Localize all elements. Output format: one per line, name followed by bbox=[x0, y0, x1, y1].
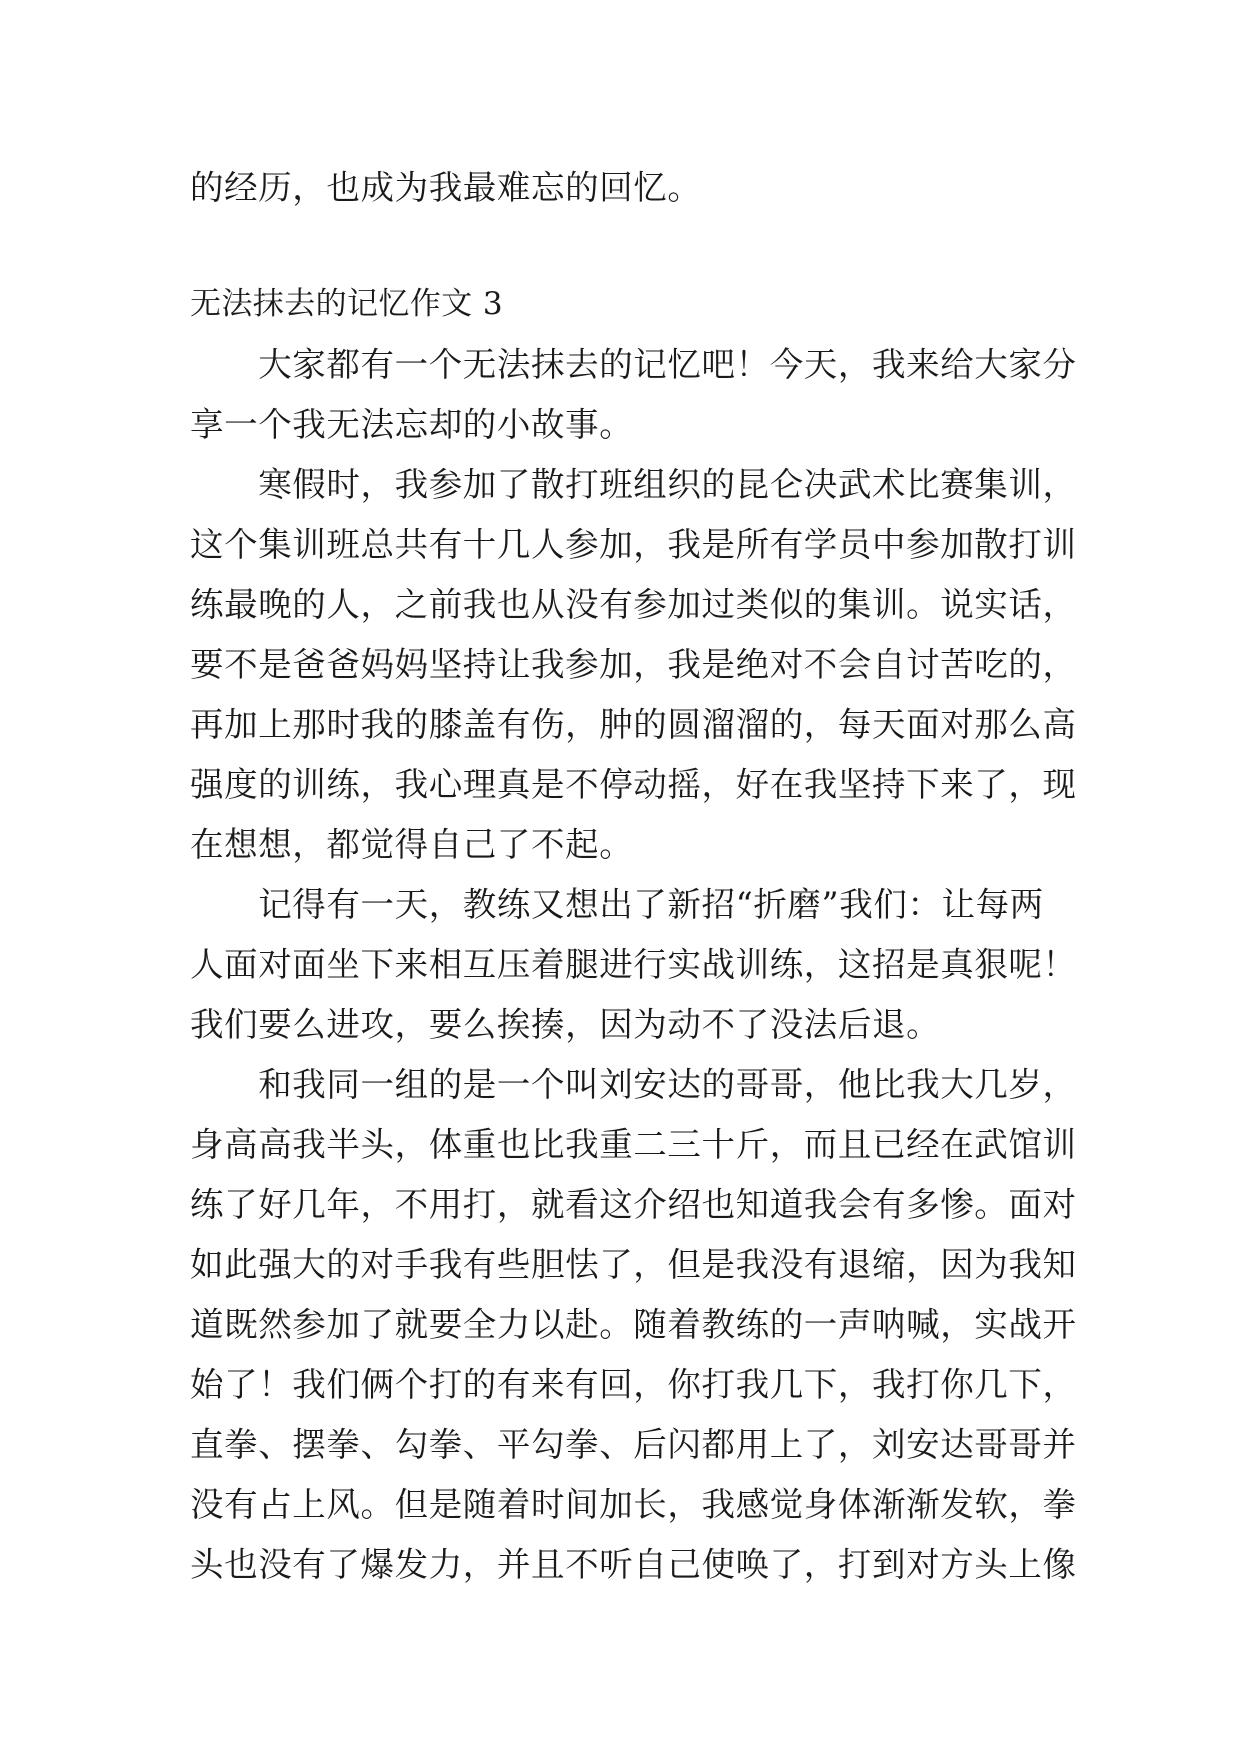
text-line: 没有占上风。但是随着时间加长，我感觉身体渐渐发软，拳 bbox=[190, 1485, 1077, 1524]
text-line: 人面对面坐下来相互压着腿进行实战训练，这招是真狠呢！ bbox=[190, 945, 1077, 984]
text-line: 大家都有一个无法抹去的记忆吧！今天，我来给大家分 bbox=[190, 345, 1077, 384]
text-line: 如此强大的对手我有些胆怯了，但是我没有退缩，因为我知 bbox=[190, 1245, 1077, 1284]
section-title: 无法抹去的记忆作文 3 bbox=[190, 286, 503, 322]
text-line: 强度的训练，我心理真是不停动摇，好在我坚持下来了，现 bbox=[190, 765, 1077, 804]
text-line: 记得有一天，教练又想出了新招“折磨”我们：让每两 bbox=[190, 885, 1044, 924]
text-line: 寒假时，我参加了散打班组织的昆仑决武术比赛集训， bbox=[190, 465, 1077, 504]
text-line: 始了！我们俩个打的有来有回，你打我几下，我打你几下， bbox=[190, 1365, 1077, 1404]
text-line: 再加上那时我的膝盖有伤，肿的圆溜溜的，每天面对那么高 bbox=[190, 705, 1077, 744]
text-line: 的经历，也成为我最难忘的回忆。 bbox=[190, 168, 702, 207]
text-line: 这个集训班总共有十几人参加，我是所有学员中参加散打训 bbox=[190, 525, 1077, 564]
text-line: 道既然参加了就要全力以赴。随着教练的一声呐喊，实战开 bbox=[190, 1305, 1077, 1344]
text-line: 在想想，都觉得自己了不起。 bbox=[190, 825, 634, 864]
text-line: 享一个我无法忘却的小故事。 bbox=[190, 405, 634, 444]
text-line: 头也没有了爆发力，并且不听自己使唤了，打到对方头上像 bbox=[190, 1545, 1077, 1584]
text-line: 我们要么进攻，要么挨揍，因为动不了没法后退。 bbox=[190, 1005, 941, 1044]
text-line: 直拳、摆拳、勾拳、平勾拳、后闪都用上了，刘安达哥哥并 bbox=[190, 1425, 1077, 1464]
text-line: 练最晚的人，之前我也从没有参加过类似的集训。说实话， bbox=[190, 585, 1077, 624]
text-line: 要不是爸爸妈妈坚持让我参加，我是绝对不会自讨苦吃的， bbox=[190, 645, 1077, 684]
text-line: 和我同一组的是一个叫刘安达的哥哥，他比我大几岁， bbox=[190, 1065, 1077, 1104]
text-line: 身高高我半头，体重也比我重二三十斤，而且已经在武馆训 bbox=[190, 1125, 1077, 1164]
text-line: 练了好几年，不用打，就看这介绍也知道我会有多惨。面对 bbox=[190, 1185, 1077, 1224]
